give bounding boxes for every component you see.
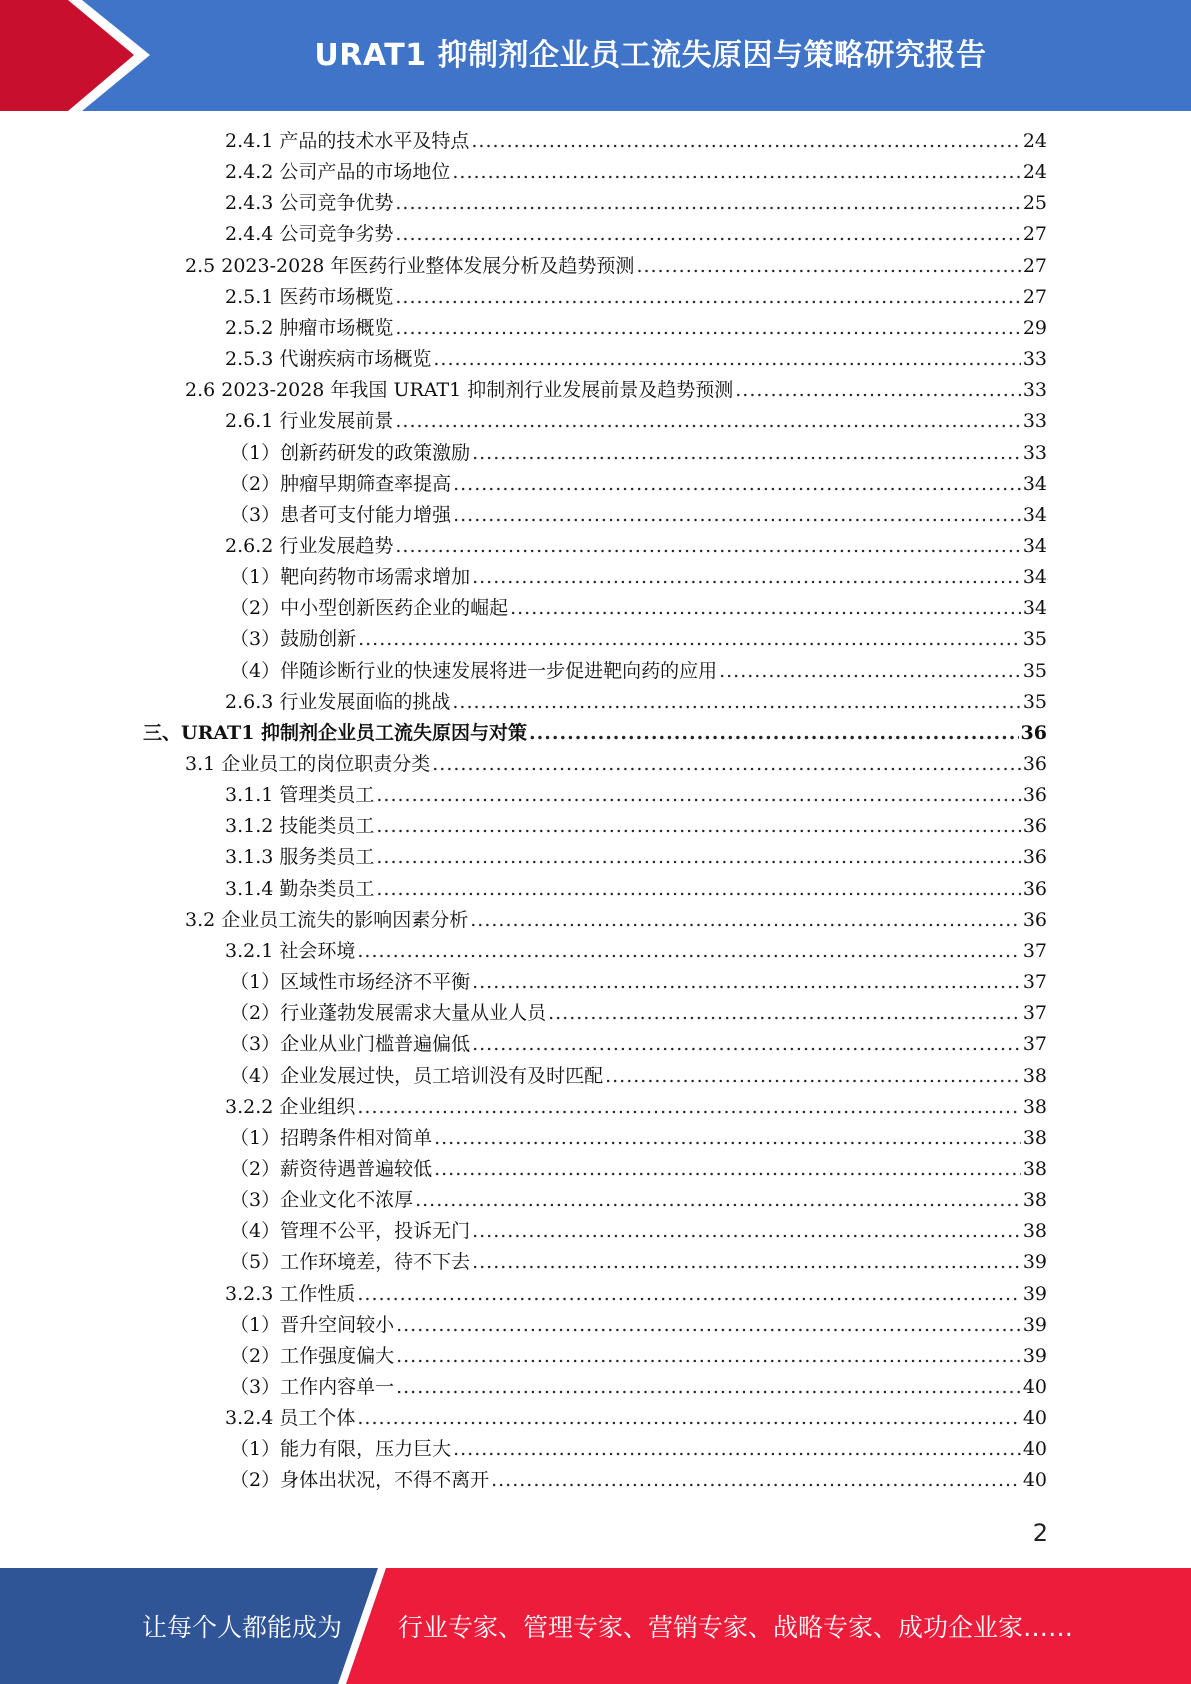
toc-entry-title: （3）工作内容单一 bbox=[230, 1376, 395, 1398]
header-arrow-icon bbox=[0, 0, 160, 111]
page-number: 2 bbox=[1032, 1519, 1048, 1547]
toc-dot-leader bbox=[491, 1465, 1021, 1496]
toc-entry-title: （4）企业发展过快，员工培训没有及时匹配 bbox=[230, 1064, 604, 1087]
toc-entry[interactable] bbox=[230, 562, 1047, 593]
toc-entry-title: （3）企业文化不浓厚 bbox=[230, 1189, 414, 1212]
toc-entry-page: 40 bbox=[1022, 1469, 1047, 1492]
report-title: URAT1 抑制剂企业员工流失原因与策略研究报告 bbox=[314, 38, 987, 73]
toc-dot-leader bbox=[376, 780, 1020, 811]
toc-dot-leader bbox=[357, 1279, 1020, 1310]
toc-entry-title: （1）靶向药物市场需求增加 bbox=[230, 566, 471, 589]
toc-entry-title: 2.6.2 行业发展趋势 bbox=[225, 534, 394, 557]
toc-entry-title: 3.2.4 员工个体 bbox=[225, 1407, 356, 1430]
toc-entry-page: 36 bbox=[1022, 784, 1047, 807]
toc-entry[interactable] bbox=[230, 500, 1047, 531]
toc-entry-page: 38 bbox=[1022, 1220, 1047, 1243]
toc-entry[interactable] bbox=[225, 126, 1047, 157]
page-header bbox=[0, 0, 1191, 111]
toc-entry-page: 34 bbox=[1022, 534, 1047, 557]
toc-entry-title: （1）能力有限，压力巨大 bbox=[230, 1438, 452, 1461]
toc-entry-title: 2.4.2 公司产品的市场地位 bbox=[225, 161, 451, 184]
toc-dot-leader bbox=[395, 219, 1020, 250]
toc-entry-title: （3）企业从业门槛普遍偏低 bbox=[230, 1033, 471, 1056]
toc-entry-title: 3.1.2 技能类员工 bbox=[225, 815, 375, 838]
toc-entry[interactable] bbox=[230, 967, 1047, 998]
toc-entry[interactable] bbox=[230, 1434, 1047, 1465]
toc-entry[interactable] bbox=[225, 313, 1047, 344]
toc-entry-page: 35 bbox=[1022, 659, 1047, 682]
toc-entry[interactable] bbox=[230, 469, 1047, 500]
toc-dot-leader bbox=[636, 251, 1020, 282]
toc-entry-title: 2.5.2 肿瘤市场概览 bbox=[225, 316, 394, 339]
toc-entry-title: （2）肿瘤早期筛查率提高 bbox=[230, 472, 452, 495]
toc-entry[interactable] bbox=[225, 406, 1047, 437]
toc-entry-title: （2）中小型创新医药企业的崛起 bbox=[230, 597, 509, 620]
toc-entry-page: 34 bbox=[1022, 503, 1047, 526]
toc-entry[interactable] bbox=[185, 251, 1047, 282]
header-arrow-shape bbox=[0, 0, 134, 111]
toc-entry-title: 2.6.3 行业发展面临的挑战 bbox=[225, 690, 451, 713]
toc-dot-leader bbox=[453, 469, 1021, 500]
toc-entry-title: 2.4.1 产品的技术水平及特点 bbox=[225, 130, 470, 152]
toc-entry-page: 38 bbox=[1022, 1157, 1047, 1180]
toc-entry-title: （1）创新药研发的政策激励 bbox=[230, 441, 471, 464]
toc-dot-leader bbox=[395, 531, 1020, 562]
toc-dot-leader bbox=[472, 1029, 1021, 1060]
toc-entry-page: 27 bbox=[1022, 223, 1047, 246]
toc-entry[interactable] bbox=[230, 1029, 1047, 1060]
toc-entry[interactable] bbox=[230, 593, 1047, 624]
toc-dot-leader bbox=[376, 811, 1020, 842]
toc-entry[interactable] bbox=[225, 188, 1047, 219]
toc-dot-leader bbox=[432, 749, 1021, 780]
toc-entry-title: （4）管理不公平，投诉无门 bbox=[230, 1220, 471, 1243]
toc-dot-leader bbox=[395, 282, 1020, 313]
toc-entry-page: 38 bbox=[1022, 1064, 1047, 1087]
footer-expert-list: 行业专家、管理专家、营销专家、战略专家、成功企业家…… bbox=[398, 1613, 1074, 1642]
toc-dot-leader bbox=[471, 126, 1020, 157]
toc-dot-leader bbox=[357, 936, 1020, 967]
toc-entry-page: 29 bbox=[1022, 316, 1047, 339]
toc-entry-page: 33 bbox=[1022, 348, 1047, 371]
toc-entry-page: 36 bbox=[1022, 877, 1047, 900]
toc-entry-page: 34 bbox=[1022, 472, 1047, 495]
toc-entry[interactable] bbox=[230, 624, 1047, 655]
toc-dot-leader bbox=[433, 344, 1020, 375]
toc-entry[interactable] bbox=[185, 749, 1047, 780]
toc-entry[interactable] bbox=[230, 1154, 1047, 1185]
toc-dot-leader bbox=[358, 624, 1021, 655]
toc-dot-leader bbox=[396, 1372, 1021, 1403]
toc-entry-title: 2.6 2023-2028 年我国 URAT1 抑制剂行业发展前景及趋势预测 bbox=[185, 379, 734, 402]
toc-entry[interactable] bbox=[225, 811, 1047, 842]
toc-entry[interactable] bbox=[225, 282, 1047, 313]
toc-dot-leader bbox=[510, 593, 1021, 624]
toc-entry-title: （2）身体出状况，不得不离开 bbox=[230, 1469, 490, 1492]
toc-entry[interactable] bbox=[230, 1247, 1047, 1278]
toc-dot-leader bbox=[472, 1216, 1021, 1247]
toc-entry-title: 3.2.2 企业组织 bbox=[225, 1095, 356, 1118]
toc-entry-page: 37 bbox=[1022, 1002, 1047, 1025]
toc-entry-title: （4）伴随诊断行业的快速发展将进一步促进靶向药的应用 bbox=[230, 659, 718, 682]
toc-entry[interactable] bbox=[225, 874, 1047, 905]
toc-entry-title: 2.4.4 公司竞争劣势 bbox=[225, 223, 394, 246]
toc-entry-title: 三、URAT1 抑制剂企业员工流失原因与对策 bbox=[143, 721, 528, 744]
toc-entry-title: 3.2.3 工作性质 bbox=[225, 1282, 356, 1305]
toc-entry-title: 2.5 2023-2028 年医药行业整体发展分析及趋势预测 bbox=[185, 254, 635, 277]
toc-entry-page: 40 bbox=[1022, 1407, 1047, 1430]
toc-entry-title: 3.1.1 管理类员工 bbox=[225, 784, 375, 807]
toc-entry-page: 36 bbox=[1020, 721, 1047, 744]
toc-entry[interactable] bbox=[230, 1061, 1047, 1092]
toc-dot-leader bbox=[395, 188, 1020, 219]
toc-entry[interactable] bbox=[225, 842, 1047, 873]
toc-entry-page: 33 bbox=[1022, 441, 1047, 464]
toc-dot-leader bbox=[529, 718, 1019, 749]
toc-entry-page: 33 bbox=[1022, 410, 1047, 433]
toc-dot-leader bbox=[396, 1341, 1021, 1372]
toc-entry[interactable] bbox=[225, 1403, 1047, 1434]
footer-slogan: 让每个人都能成为 bbox=[142, 1613, 343, 1642]
toc-entry-title: 2.4.3 公司竞争优势 bbox=[225, 192, 394, 215]
toc-dot-leader bbox=[735, 375, 1021, 406]
toc-entry[interactable] bbox=[230, 1310, 1047, 1341]
toc-entry[interactable] bbox=[225, 936, 1047, 967]
toc-entry-page: 35 bbox=[1022, 690, 1047, 713]
toc-dot-leader bbox=[472, 1247, 1021, 1278]
toc-entry-title: （5）工作环境差，待不下去 bbox=[230, 1251, 471, 1274]
toc-entry[interactable] bbox=[230, 438, 1047, 469]
toc-entry[interactable] bbox=[225, 1092, 1047, 1123]
toc-entry-page: 27 bbox=[1022, 254, 1047, 277]
toc-entry-title: 3.1.4 勤杂类员工 bbox=[225, 877, 375, 900]
toc-dot-leader bbox=[470, 905, 1021, 936]
toc-entry-page: 39 bbox=[1022, 1344, 1047, 1367]
toc-entry[interactable] bbox=[225, 780, 1047, 811]
toc-entry[interactable] bbox=[225, 344, 1047, 375]
toc-entry-title: （2）行业蓬勃发展需求大量从业人员 bbox=[230, 1002, 547, 1025]
toc-dot-leader bbox=[434, 1123, 1021, 1154]
toc-dot-leader bbox=[376, 874, 1020, 905]
toc-entry[interactable] bbox=[225, 157, 1047, 188]
toc-dot-leader bbox=[472, 438, 1021, 469]
toc-entry-page: 38 bbox=[1022, 1126, 1047, 1149]
toc-entry[interactable] bbox=[230, 1341, 1047, 1372]
toc-entry[interactable] bbox=[230, 1216, 1047, 1247]
toc-entry[interactable] bbox=[225, 1279, 1047, 1310]
toc-entry-title: （1）招聘条件相对简单 bbox=[230, 1126, 433, 1149]
toc-entry-page: 24 bbox=[1022, 161, 1047, 184]
toc-entry[interactable] bbox=[185, 375, 1047, 406]
toc-dot-leader bbox=[395, 313, 1020, 344]
toc-entry[interactable] bbox=[230, 1185, 1047, 1216]
toc-entry-title: （1）区域性市场经济不平衡 bbox=[230, 971, 471, 994]
toc-entry-page: 34 bbox=[1022, 566, 1047, 589]
toc-entry-title: 3.2.1 社会环境 bbox=[225, 939, 356, 962]
toc-dot-leader bbox=[396, 1310, 1021, 1341]
toc-dot-leader bbox=[395, 406, 1020, 437]
toc-entry-page: 25 bbox=[1022, 192, 1047, 215]
toc-dot-leader bbox=[452, 687, 1020, 718]
toc-entry-page: 24 bbox=[1022, 130, 1047, 152]
toc-entry-page: 27 bbox=[1022, 285, 1047, 308]
toc-entry[interactable] bbox=[225, 219, 1047, 250]
toc-dot-leader bbox=[605, 1061, 1021, 1092]
toc-entry-page: 40 bbox=[1022, 1438, 1047, 1461]
toc-entry-page: 36 bbox=[1022, 815, 1047, 838]
toc-entry-page: 39 bbox=[1022, 1251, 1047, 1274]
toc-entry-page: 37 bbox=[1022, 939, 1047, 962]
toc-dot-leader bbox=[357, 1403, 1020, 1434]
toc-entry[interactable] bbox=[230, 998, 1047, 1029]
toc-entry-title: （3）患者可支付能力增强 bbox=[230, 503, 452, 526]
toc-dot-leader bbox=[472, 562, 1021, 593]
toc-dot-leader bbox=[453, 500, 1021, 531]
toc-entry-page: 34 bbox=[1022, 597, 1047, 620]
toc-dot-leader bbox=[719, 656, 1021, 687]
toc-dot-leader bbox=[548, 998, 1021, 1029]
toc-entry-page: 36 bbox=[1022, 846, 1047, 869]
toc-entry-title: 3.1 企业员工的岗位职责分类 bbox=[185, 753, 431, 775]
toc-entry-page: 38 bbox=[1022, 1095, 1047, 1118]
toc-entry-title: （3）鼓励创新 bbox=[230, 628, 357, 651]
toc-entry-page: 39 bbox=[1022, 1282, 1047, 1305]
toc-entry-title: （1）晋升空间较小 bbox=[230, 1313, 395, 1336]
toc-entry-title: 2.5.1 医药市场概览 bbox=[225, 285, 394, 308]
toc-dot-leader bbox=[376, 842, 1020, 873]
toc-entry-page: 38 bbox=[1022, 1189, 1047, 1212]
toc-entry-page: 35 bbox=[1022, 628, 1047, 651]
toc-entry[interactable] bbox=[230, 1465, 1047, 1496]
toc-dot-leader bbox=[357, 1092, 1020, 1123]
toc-entry-title: （2）工作强度偏大 bbox=[230, 1344, 395, 1367]
toc-entry-page: 33 bbox=[1022, 379, 1047, 402]
toc-dot-leader bbox=[472, 967, 1021, 998]
toc-dot-leader bbox=[434, 1154, 1021, 1185]
toc-entry-title: 2.6.1 行业发展前景 bbox=[225, 410, 394, 433]
toc-entry-page: 37 bbox=[1022, 971, 1047, 994]
toc-entry[interactable] bbox=[143, 718, 1047, 749]
toc-dot-leader bbox=[415, 1185, 1021, 1216]
toc-entry-page: 39 bbox=[1022, 1313, 1047, 1336]
page-footer bbox=[0, 1568, 1191, 1684]
toc-dot-leader bbox=[453, 1434, 1021, 1465]
toc-entry[interactable] bbox=[230, 656, 1047, 687]
toc-entry[interactable] bbox=[225, 531, 1047, 562]
toc-entry[interactable] bbox=[225, 687, 1047, 718]
toc-entry-page: 36 bbox=[1022, 908, 1047, 931]
toc-entry-title: 3.2 企业员工流失的影响因素分析 bbox=[185, 908, 469, 931]
toc-entry[interactable] bbox=[230, 1123, 1047, 1154]
toc-entry-page: 36 bbox=[1022, 753, 1047, 775]
toc-entry-title: （2）薪资待遇普遍较低 bbox=[230, 1157, 433, 1180]
toc-entry[interactable] bbox=[230, 1372, 1047, 1403]
toc-entry-title: 3.1.3 服务类员工 bbox=[225, 846, 375, 869]
toc-entry-title: 2.5.3 代谢疾病市场概览 bbox=[225, 348, 432, 371]
toc-dot-leader bbox=[452, 157, 1020, 188]
toc-entry-page: 37 bbox=[1022, 1033, 1047, 1056]
toc-entry-page: 40 bbox=[1022, 1376, 1047, 1398]
toc-entry[interactable] bbox=[185, 905, 1047, 936]
